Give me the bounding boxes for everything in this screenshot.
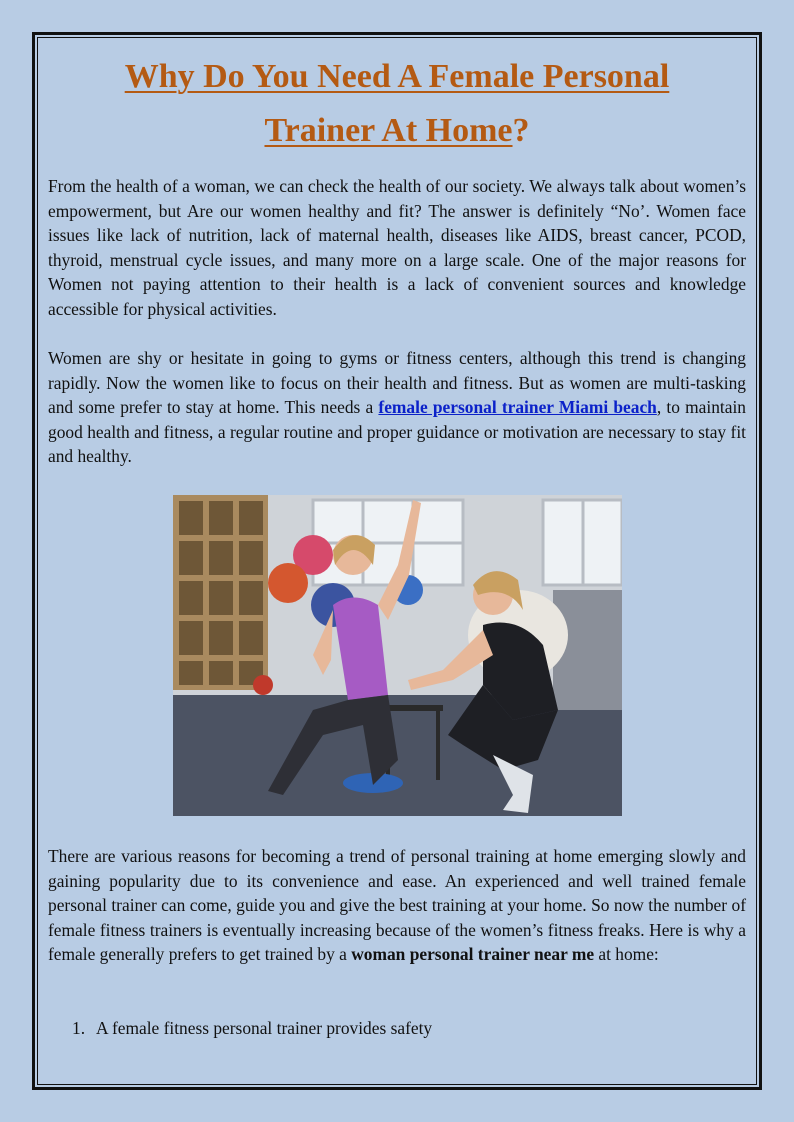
- second-paragraph: [48, 346, 746, 469]
- third-paragraph: [48, 844, 746, 967]
- page-title: [48, 50, 746, 158]
- title-line-1: Why Do You Need A Female Personal: [124, 58, 670, 95]
- trainers-photo: [173, 495, 622, 816]
- third-paragraph-text-end: at home:: [594, 944, 659, 964]
- second-paragraph-text-end: , to maintain good health and fitness, a regular routine and proper guidance or motivation are necessary to stay fit and healthy.: [48, 397, 746, 466]
- reasons-list: [72, 1016, 712, 1040]
- second-paragraph-text-start: Women are shy or hesitate in going to gyms or fitness centers, although this trend is changing rapidly. Now the women like to focus on their health and fitness. But as women are multi-tasking and some prefer to stay at home. This needs a: [48, 348, 746, 417]
- title-question-mark: ?: [512, 112, 530, 149]
- intro-paragraph: From the health of a woman, we can check the health of our society. We always talk about women’s empowerment, but Are our women healthy and fit? The answer is definitely “No’. Women face issues like lack of nutrition, lack of maternal health, diseases like AIDS, breast cancer, PCOD, thyroid, menstrual cycle issues, and many more on a large scale. One of the major reasons for Women not paying attention to their health is a lack of convenient sources and knowledge accessible for physical activities.: [48, 176, 746, 319]
- trainer-miami-beach-link[interactable]: female personal trainer Miami beach: [378, 397, 657, 417]
- list-item-text: A female fitness personal trainer provides safety: [96, 1018, 433, 1038]
- list-item: [72, 1016, 712, 1040]
- woman-personal-trainer-keyword: woman personal trainer near me: [351, 944, 595, 964]
- title-line-2: Trainer At Home: [264, 112, 513, 149]
- third-paragraph-text-start: There are various reasons for becoming a trend of personal training at home emerging slowly and gaining popularity due to its convenience and ease. An experienced and well trained female personal trainer can come, guide you and give the best training at your home. So now the number of female fitness trainers is eventually increasing because of the women’s fitness freaks. Here is why a female generally prefers to get trained by a: [48, 846, 746, 964]
- list-item-number: 1.: [72, 1018, 86, 1038]
